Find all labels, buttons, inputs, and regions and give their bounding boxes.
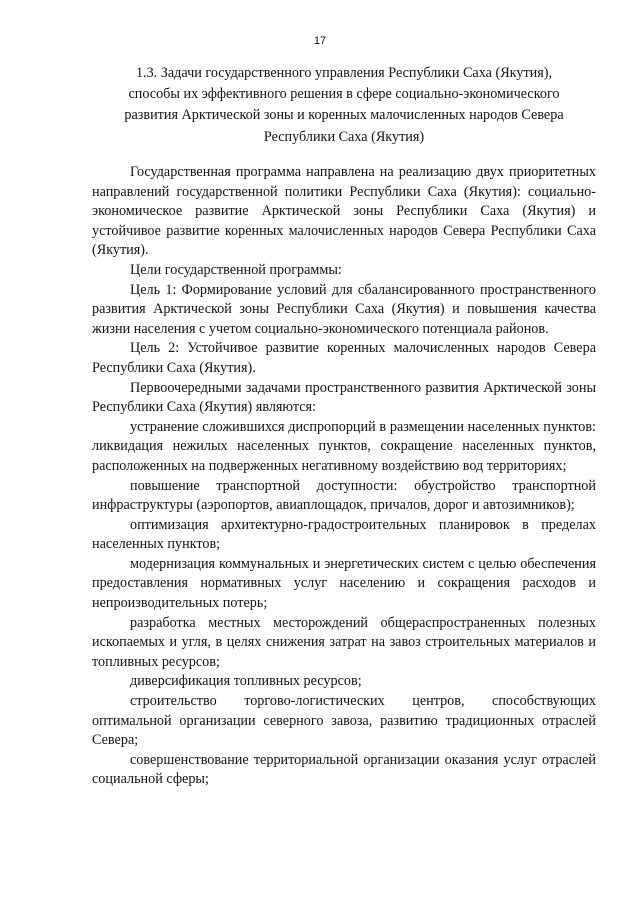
list-item: диверсификация топливных ресурсов; <box>130 673 362 690</box>
heading-line: способы их эффективного решения в сфере социально-экономического <box>128 86 560 103</box>
heading-line: развития Арктической зоны и коренных малочисленных народов Севера <box>124 107 564 124</box>
list-item: строительство торгово-логистических центров, способствующих оптимальной организации северного завоза, развитию традиционных отраслей Севера; <box>92 693 596 749</box>
page-number: 17 <box>313 35 327 47</box>
list-item: разработка местных месторождений общераспространенных полезных ископаемых и угля, в целях снижения затрат на завоз строительных материалов и топливных ресурсов; <box>92 614 596 670</box>
list-item: модернизация коммунальных и энергетических систем с целью обеспечения предоставления нормативных услуг населению и сокращения расходов и непроизводительных потерь; <box>92 555 596 612</box>
list-item: оптимизация архитектурно-градостроительных планировок в пределах населенных пунктов; <box>92 516 596 553</box>
paragraph-goals-intro: Цели государственной программы: <box>130 261 342 278</box>
list-item: совершенствование территориальной организации оказания услуг отраслей социальной сферы; <box>92 751 596 788</box>
paragraph-goal-2: Цель 2: Устойчивое развитие коренных малочисленных народов Севера Республики Саха (Якутия). <box>92 340 596 376</box>
heading-line: Республики Саха (Якутия) <box>263 128 425 145</box>
list-item: устранение сложившихся диспропорций в размещении населенных пунктов: ликвидация нежилых населенных пунктов, сокращение населенных пунктов, расположенных на подверженных негативному воздействию вод территориях; <box>92 418 596 474</box>
heading-line: 1.3. Задачи государственного управления Республики Саха (Якутия), <box>135 65 553 81</box>
list-item: повышение транспортной доступности: обустройство транспортной инфраструктуры (аэропортов, авиаплощадок, причалов, дорог и автозимников); <box>92 477 596 514</box>
section-heading <box>92 63 596 148</box>
paragraph-goal-1: Цель 1: Формирование условий для сбалансированного пространственного развития Арктической зоны Республики Саха (Якутия) и повышения качества жизни населения с учетом социально-экономического потенциала районов. <box>92 281 596 337</box>
body-text <box>92 163 596 790</box>
paragraph-tasks-intro: Первоочередными задачами пространственного развития Арктической зоны Республики Саха (Якутия) являются: <box>92 379 596 416</box>
paragraph-program-directions: Государственная программа направлена на реализацию двух приоритетных направлений государственной политики Республики Саха (Якутия): социально-экономическое развитие Арктической зоны Республики Саха (Якутия) и устойчивое развитие коренных малочисленных народов Севера Республики Саха (Якутия). <box>92 164 596 259</box>
